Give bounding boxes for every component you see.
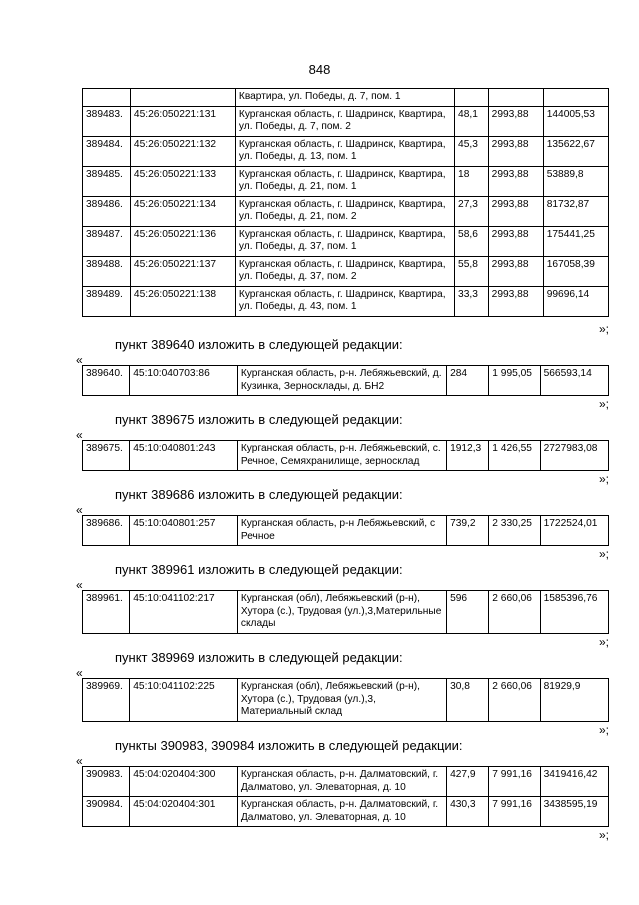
cadastral-number-cell: 45:26:050221:131 (130, 106, 235, 136)
table-row (83, 591, 609, 634)
amendment-heading: пункт 389969 изложить в следующей редакции: (115, 650, 403, 665)
value-cell: 53889,8 (543, 166, 608, 196)
rate-cell: 1 426,55 (489, 441, 540, 471)
area-cell: 596 (447, 591, 489, 634)
rate-cell: 2 330,25 (489, 516, 540, 546)
value-cell: 1722524,01 (540, 516, 608, 546)
cadastral-number-cell: 45:10:040801:243 (130, 441, 238, 471)
area-cell: 45,3 (455, 136, 489, 166)
row-number-cell: 389489. (83, 286, 131, 316)
table-row (83, 767, 609, 797)
table-row (83, 226, 609, 256)
cadastral-number-cell: 45:26:050221:132 (130, 136, 235, 166)
opening-quote: « (76, 353, 83, 367)
area-cell: 1912,3 (447, 441, 489, 471)
address-cell: Курганская область, г. Шадринск, Квартира, ул. Победы, д. 43, пом. 1 (235, 286, 454, 316)
value-cell: 167058,39 (543, 256, 608, 286)
value-cell: 135622,67 (543, 136, 608, 166)
rate-cell: 2993,88 (488, 226, 543, 256)
area-cell: 33,3 (455, 286, 489, 316)
area-cell: 739,2 (447, 516, 489, 546)
cadastral-number-cell: 45:26:050221:134 (130, 196, 235, 226)
value-cell: 144005,53 (543, 106, 608, 136)
amendment-table (82, 590, 609, 634)
row-number-cell: 389686. (83, 516, 130, 546)
rate-cell: 2 660,06 (489, 591, 540, 634)
area-cell: 58,6 (455, 226, 489, 256)
area-cell: 48,1 (455, 106, 489, 136)
amendment-table (82, 678, 609, 722)
address-cell: Курганская область, г. Шадринск, Квартира, ул. Победы, д. 13, пом. 1 (235, 136, 454, 166)
cadastral-number-cell: 45:26:050221:137 (130, 256, 235, 286)
rate-cell: 2993,88 (488, 166, 543, 196)
value-cell: 566593,14 (540, 366, 608, 396)
value-cell (543, 89, 608, 107)
closing-quote: »; (598, 635, 609, 649)
closing-quote: »; (598, 547, 609, 561)
value-cell: 81732,87 (543, 196, 608, 226)
rate-cell: 2993,88 (488, 106, 543, 136)
rate-cell: 2993,88 (488, 256, 543, 286)
closing-quote: »; (598, 397, 609, 411)
rate-cell: 2993,88 (488, 286, 543, 316)
address-cell: Курганская область, г. Шадринск, Квартира, ул. Победы, д. 7, пом. 2 (235, 106, 454, 136)
rate-cell: 1 995,05 (489, 366, 540, 396)
row-number-cell: 389485. (83, 166, 131, 196)
area-cell: 427,9 (447, 767, 489, 797)
amendment-table (82, 440, 609, 471)
table-row (83, 256, 609, 286)
first-table (82, 88, 609, 317)
address-cell: Курганская область, г. Шадринск, Квартира, ул. Победы, д. 37, пом. 2 (235, 256, 454, 286)
table-row (83, 797, 609, 827)
amendment-heading: пункт 389640 изложить в следующей редакции: (115, 337, 403, 352)
address-cell: Курганская (обл), Лебяжьевский (р-н), Хутора (с.), Трудовая (ул.),3, Материальный склад (237, 679, 446, 722)
closing-quote: »; (598, 723, 609, 737)
opening-quote: « (76, 754, 83, 768)
area-cell: 430,3 (447, 797, 489, 827)
value-cell: 81929,9 (540, 679, 608, 722)
value-cell: 1585396,76 (540, 591, 608, 634)
cadastral-number-cell: 45:26:050221:133 (130, 166, 235, 196)
amendment-table (82, 515, 609, 546)
row-number-cell: 389675. (83, 441, 130, 471)
page-number: 848 (308, 62, 331, 77)
closing-quote: »; (598, 322, 609, 336)
rate-cell (488, 89, 543, 107)
address-cell: Курганская область, р-н Лебяжьевский, с Речное (237, 516, 446, 546)
rate-cell: 2 660,06 (489, 679, 540, 722)
area-cell: 55,8 (455, 256, 489, 286)
address-cell: Курганская область, р-н. Далматовский, г. Далматово, ул. Элеваторная, д. 10 (237, 767, 446, 797)
amendment-table (82, 365, 609, 396)
address-cell: Курганская область, г. Шадринск, Квартира, ул. Победы, д. 37, пом. 1 (235, 226, 454, 256)
row-number-cell: 389486. (83, 196, 131, 226)
address-cell: Квартира, ул. Победы, д. 7, пом. 1 (235, 89, 454, 107)
area-cell: 30,8 (447, 679, 489, 722)
area-cell: 27,3 (455, 196, 489, 226)
table-row (83, 106, 609, 136)
value-cell: 2727983,08 (540, 441, 608, 471)
value-cell: 175441,25 (543, 226, 608, 256)
address-cell: Курганская область, р-н. Лебяжьевский, д. Кузинка, Зерносклады, д. БН2 (237, 366, 446, 396)
cadastral-number-cell: 45:26:050221:136 (130, 226, 235, 256)
rate-cell: 7 991,16 (489, 767, 540, 797)
table-row (83, 136, 609, 166)
amendment-heading: пункт 389686 изложить в следующей редакции: (115, 487, 403, 502)
address-cell: Курганская (обл), Лебяжьевский (р-н), Хутора (с.), Трудовая (ул.),3,Материльные склады (237, 591, 446, 634)
closing-quote: »; (598, 472, 609, 486)
address-cell: Курганская область, г. Шадринск, Квартира, ул. Победы, д. 21, пом. 1 (235, 166, 454, 196)
rate-cell: 2993,88 (488, 196, 543, 226)
address-cell: Курганская область, р-н. Лебяжьевский, с. Речное, Семяхранилище, зерносклад (237, 441, 446, 471)
address-cell: Курганская область, г. Шадринск, Квартира, ул. Победы, д. 21, пом. 2 (235, 196, 454, 226)
opening-quote: « (76, 666, 83, 680)
cadastral-number-cell: 45:10:040801:257 (130, 516, 238, 546)
value-cell: 99696,14 (543, 286, 608, 316)
row-number-cell: 390983. (83, 767, 130, 797)
area-cell: 284 (447, 366, 489, 396)
value-cell: 3438595,19 (540, 797, 608, 827)
row-number-cell: 389961. (83, 591, 130, 634)
amendment-heading: пункт 389675 изложить в следующей редакции: (115, 412, 403, 427)
table-row (83, 89, 609, 107)
cadastral-number-cell: 45:10:041102:217 (130, 591, 238, 634)
closing-quote: »; (598, 828, 609, 842)
rate-cell: 7 991,16 (489, 797, 540, 827)
value-cell: 3419416,42 (540, 767, 608, 797)
cadastral-number-cell: 45:26:050221:138 (130, 286, 235, 316)
row-number-cell: 389484. (83, 136, 131, 166)
row-number-cell: 389969. (83, 679, 130, 722)
rate-cell: 2993,88 (488, 136, 543, 166)
row-number-cell: 389488. (83, 256, 131, 286)
row-number-cell: 389483. (83, 106, 131, 136)
table-row (83, 286, 609, 316)
opening-quote: « (76, 428, 83, 442)
amendment-table (82, 766, 609, 827)
row-number-cell: 390984. (83, 797, 130, 827)
address-cell: Курганская область, р-н. Далматовский, г. Далматово, ул. Элеваторная, д. 10 (237, 797, 446, 827)
table-row (83, 166, 609, 196)
row-number-cell: 389640. (83, 366, 130, 396)
amendment-heading: пункты 390983, 390984 изложить в следующей редакции: (115, 738, 463, 753)
cadastral-number-cell: 45:04:020404:300 (130, 767, 238, 797)
amendment-heading: пункт 389961 изложить в следующей редакции: (115, 562, 403, 577)
opening-quote: « (76, 578, 83, 592)
row-number-cell (83, 89, 131, 107)
table-row (83, 679, 609, 722)
table-row (83, 366, 609, 396)
table-row (83, 516, 609, 546)
table-row (83, 441, 609, 471)
table-row (83, 196, 609, 226)
area-cell (455, 89, 489, 107)
opening-quote: « (76, 503, 83, 517)
cadastral-number-cell: 45:10:041102:225 (130, 679, 238, 722)
cadastral-number-cell: 45:04:020404:301 (130, 797, 238, 827)
cadastral-number-cell (130, 89, 235, 107)
row-number-cell: 389487. (83, 226, 131, 256)
cadastral-number-cell: 45:10:040703:86 (130, 366, 238, 396)
area-cell: 18 (455, 166, 489, 196)
